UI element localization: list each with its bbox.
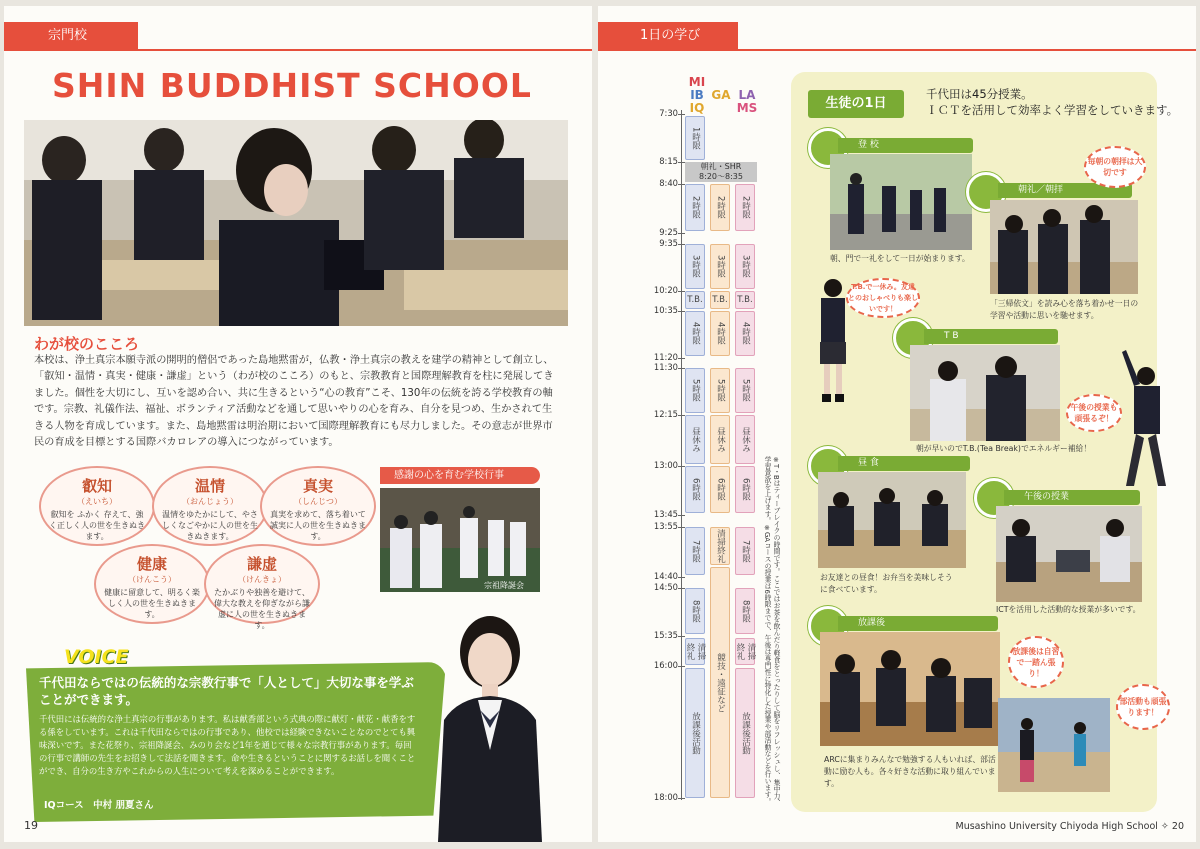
- right-page: [598, 6, 1196, 842]
- virtue-name: 健康: [136, 555, 167, 573]
- speech-bubble: 午後の授業も頑張るぞ！: [1066, 394, 1122, 432]
- timetable-note: ※T・Bはティーブレイクの時間です。ここではお茶を飲んだり軽食をとったりして脳をリフレッシュし、集中力、学習意欲を上げます。※GAコースの授業は6時限までで、午後は専門性に特化した授業や部活動などを行います。: [763, 456, 780, 807]
- period-slot: 4時限: [685, 311, 705, 356]
- time-tick: [678, 798, 685, 799]
- ceremony-photo: [380, 488, 540, 592]
- time-tick-label: 8:40: [659, 178, 678, 188]
- virtue-name: 叡知: [81, 477, 112, 495]
- voice-body: 千代田には伝統的な浄土真宗の行事があります。私は献香部という式典の際に献灯・献花・献香をする係をしています。これは千代田ならではの行事であり、他校では経験できないことなのでとても興味深いです。また花祭り、宗祖降誕会、みのり会など1年を通じて様々な宗教行事があります。毎回の行事で講師の先生をお招きして法話を聞きます。命や生きるということに関するお話しを聞くことができ、自分の生き方やこれからの人生について考えを深めることができます。: [39, 714, 416, 776]
- speech-bubble: 部活動も頑張ります！: [1116, 684, 1170, 730]
- time-tick: [678, 291, 685, 292]
- period-slot: 昼休み: [735, 415, 755, 464]
- intro-paragraph: 本校は、浄土真宗本願寺派の開明的僧侶であった島地黙雷が，仏教・浄土真宗の教えを建学の精神として創立し、「叡知・温情・真実・健康・謙虚」という（わが校のこころ）のもと、宗教教育と国際理解教育を柱に発展してきました。個性を大切にし、互いを認め合い、共に生きるという“心の教育”こそ、130年の伝統を誇る学校教育の軸です。宗教、礼儀作法、福祉、ボランティア活動などを通して思いやりの心を育み、自分を見つめ、生かされて生きる人物を育成しています。また、島地黙雷は明治期において国際理解教育にも尽力しました。その意志が世界市民の育成を目標とする国際バカロレアの導入につながっています。: [34, 355, 554, 449]
- time-tick: [678, 415, 685, 416]
- event-tag: 感謝の心を育む学校行事: [380, 467, 540, 484]
- time-axis: [681, 110, 682, 800]
- time-tick-label: 9:25: [659, 227, 678, 237]
- speech-bubble: 放課後は自習で一踏ん張り！: [1008, 636, 1064, 688]
- time-tick-label: 11:30: [653, 362, 678, 372]
- time-tick: [678, 162, 685, 163]
- period-slot: 2時限: [685, 184, 705, 231]
- event-caption: 「三帰依文」を読み心を落ち着かせ一日の学習や活動に思いを馳せます。: [990, 299, 1139, 320]
- time-tick-label: 16:00: [653, 660, 678, 670]
- course-code: IQ: [689, 101, 705, 115]
- virtue-kenko: [94, 544, 210, 624]
- period-slot: 3時限: [710, 244, 730, 289]
- speech-bubble: T.B.で一休み。友達とのおしゃべりも楽しいです！: [846, 278, 920, 318]
- course-code: MI: [688, 75, 706, 89]
- voice-tag: VOICE: [64, 646, 129, 668]
- time-tick-label: 13:45: [653, 509, 678, 519]
- voice-heading: 千代田ならではの伝統的な宗教行事で「人として」大切な事を学ぶことができます。: [39, 675, 414, 707]
- time-tick-label: 18:00: [653, 792, 678, 802]
- study-room-photo: [820, 632, 1000, 746]
- event-label: 登 校: [838, 138, 973, 153]
- virtue-desc: たかぶりや独善を避けて、偉大な教えを仰ぎながら謙虚に人の世を生きぬきます。: [214, 588, 310, 630]
- period-slot: 7時限: [735, 527, 755, 575]
- time-tick-label: 14:40: [653, 571, 678, 581]
- period-slot: 2時限: [710, 184, 730, 231]
- period-slot: 2時限: [735, 184, 755, 231]
- period-slot: 8時限: [735, 588, 755, 634]
- period-slot: 4時限: [735, 311, 755, 356]
- band-rule: [4, 49, 592, 51]
- period-slot: 昼休み: [685, 415, 705, 464]
- time-tick-label: 13:55: [653, 521, 678, 531]
- assembly-photo: [990, 200, 1138, 294]
- period-slot: T.B.: [735, 291, 755, 309]
- virtue-reading: （おんじょう）: [182, 497, 238, 506]
- event-caption: 宗祖降誕会: [484, 581, 524, 590]
- band-rule: [598, 49, 1196, 51]
- virtue-name: 温情: [194, 477, 225, 495]
- virtue-kenkyo: [204, 544, 320, 630]
- student-cheering: [1116, 346, 1176, 496]
- after-school-slot: 放課後活動: [735, 668, 755, 798]
- period-1-slot: 1時限: [685, 116, 705, 160]
- lunch-photo: [818, 472, 966, 568]
- course-code: MS: [736, 101, 758, 115]
- time-tick: [678, 244, 685, 245]
- time-tick: [678, 577, 685, 578]
- virtue-reading: （けんきょ）: [238, 575, 286, 584]
- page-title: SHIN BUDDHIST SCHOOL: [52, 66, 532, 105]
- time-tick: [678, 588, 685, 589]
- virtue-reading: （けんこう）: [128, 575, 176, 584]
- classroom-photo: [24, 120, 568, 326]
- day-badge: 生徒の1日: [808, 90, 904, 118]
- course-code: IB: [690, 88, 704, 102]
- day-heading: [926, 86, 1178, 118]
- time-tick: [678, 184, 685, 185]
- col-head-ga: [708, 89, 734, 102]
- event-caption: 朝が早いのでT.B.(Tea Break)でエネルギー補給！: [916, 444, 1092, 453]
- virtue-shinjitsu: [260, 466, 376, 546]
- shr-label: 朝礼・SHR: [700, 162, 742, 171]
- club-activity-photo: [998, 698, 1110, 792]
- speech-bubble: 毎朝の朝拝は大切です: [1084, 146, 1146, 188]
- day-heading-line: ＩＣＴを活用して効率よく学習をしていきます。: [926, 103, 1179, 117]
- event-label: 午後の授業: [1004, 490, 1140, 505]
- time-tick-label: 12:15: [653, 409, 678, 419]
- virtue-reading: （しんじつ）: [294, 497, 342, 506]
- virtue-eichi: [39, 466, 155, 546]
- ict-class-photo: [996, 506, 1142, 602]
- day-heading-line: 千代田は45分授業。: [926, 87, 1033, 101]
- period-slot: 5時限: [685, 368, 705, 413]
- period-slot: T.B.: [710, 291, 730, 309]
- cleanup-slot: 清掃終礼: [685, 638, 705, 665]
- period-slot: 3時限: [685, 244, 705, 289]
- ga-competition-slot: 競技・遠征など: [710, 567, 730, 798]
- after-school-slot: 放課後活動: [685, 668, 705, 798]
- voice-student-name: IQコース 中村 朋夏さん: [44, 800, 154, 811]
- time-tick-label: 9:35: [659, 238, 678, 248]
- ga-cleanup-slot: 清掃終礼: [710, 527, 730, 565]
- virtue-desc: 温情をゆたかにして、やさしくなごやかに人の世を生きぬきます。: [162, 510, 258, 541]
- virtue-reading: （えいち）: [77, 497, 117, 506]
- time-tick-label: 8:15: [659, 156, 678, 166]
- event-caption: お友達との昼食！お弁当を美味しそうに食べています。: [820, 573, 953, 594]
- period-slot: 3時限: [735, 244, 755, 289]
- course-code: LA: [738, 88, 756, 102]
- time-tick: [678, 527, 685, 528]
- time-tick: [678, 466, 685, 467]
- course-code: GA: [711, 88, 731, 102]
- page-number: 19: [24, 819, 38, 832]
- shr-time: 8:20～8:35: [699, 172, 743, 181]
- time-tick-label: 13:00: [653, 460, 678, 470]
- footer: Musashino University Chiyoda High School ✧ 20: [955, 821, 1184, 832]
- student-portrait: [418, 610, 558, 842]
- period-slot: 6時限: [685, 466, 705, 513]
- time-tick-label: 15:35: [653, 630, 678, 640]
- period-slot: 6時限: [710, 466, 730, 513]
- time-tick: [678, 311, 685, 312]
- period-slot: 昼休み: [710, 415, 730, 464]
- time-tick: [678, 233, 685, 234]
- col-head-mi-ib-iq: [684, 76, 710, 115]
- period-slot: 7時限: [685, 527, 705, 575]
- virtue-desc: 真実を求めて、落ち着いて誠実に人の世を生きぬきます。: [270, 510, 366, 541]
- time-tick: [678, 666, 685, 667]
- period-slot: 5時限: [735, 368, 755, 413]
- virtue-desc: 叡知を ふかく 存えて、強く正しく人の世を生きぬきます。: [49, 510, 145, 541]
- time-tick-label: 14:50: [653, 582, 678, 592]
- time-tick: [678, 368, 685, 369]
- event-label: 昼 食: [838, 456, 970, 471]
- shr-slot: [685, 162, 757, 182]
- virtue-desc: 健康に留意して、明るく楽しく人の世を生きぬきます。: [104, 588, 200, 619]
- period-slot: 8時限: [685, 588, 705, 634]
- event-caption: 朝、門で一礼をして一日が始まります。: [830, 254, 970, 263]
- cleanup-slot: 清掃終礼: [735, 638, 755, 665]
- event-label: 放課後: [838, 616, 998, 631]
- event-label: T B: [924, 329, 1058, 344]
- tea-break-photo: [910, 345, 1060, 441]
- left-page: [4, 6, 592, 842]
- virtue-name: 謙虚: [246, 555, 277, 573]
- time-tick: [678, 358, 685, 359]
- event-caption: ICTを活用した活動的な授業が多いです。: [996, 605, 1141, 614]
- virtue-name: 真実: [302, 477, 333, 495]
- time-tick: [678, 515, 685, 516]
- event-label: 朝礼／朝拝: [998, 183, 1132, 198]
- arrival-photo: [830, 154, 972, 250]
- time-tick-label: 7:30: [659, 108, 678, 118]
- period-slot: 6時限: [735, 466, 755, 513]
- section-band: 1日の学び: [598, 22, 738, 50]
- time-tick-label: 10:20: [653, 285, 678, 295]
- col-head-la-ms: [732, 89, 762, 115]
- event-caption: ARCに集まりみんなで勉強する人もいれば、部活動に励む人も。各々好きな活動に取り組んでいます。: [824, 755, 996, 788]
- time-tick-label: 11:20: [653, 352, 678, 362]
- time-tick-label: 10:35: [653, 305, 678, 315]
- period-slot: T.B.: [685, 291, 705, 309]
- virtue-onjo: [152, 466, 268, 546]
- period-slot: 5時限: [710, 368, 730, 413]
- time-tick: [678, 636, 685, 637]
- section-band: 宗門校: [4, 22, 138, 50]
- time-tick: [678, 114, 685, 115]
- section-heading: わが校のこころ: [34, 335, 140, 353]
- period-slot: 4時限: [710, 311, 730, 356]
